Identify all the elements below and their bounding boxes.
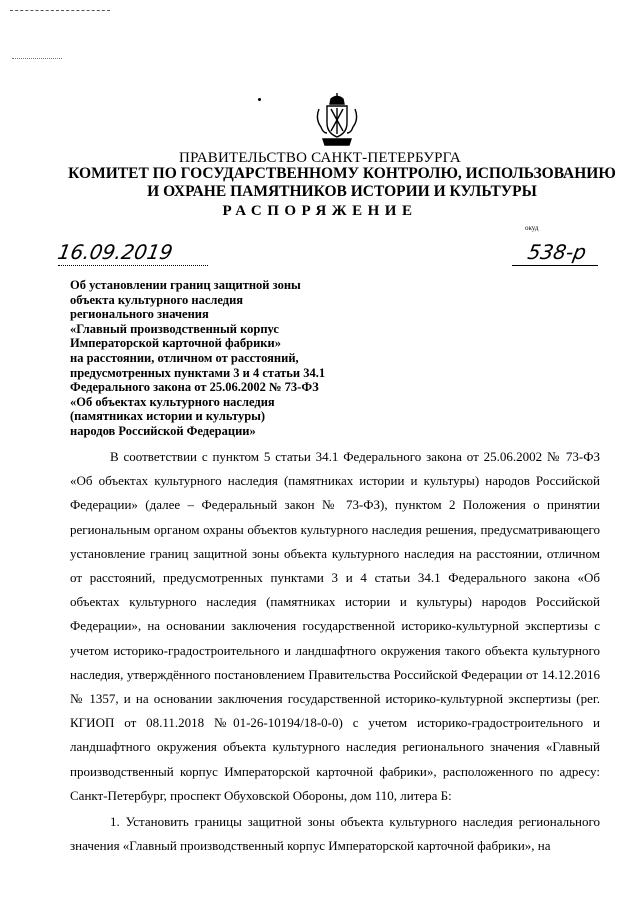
scan-dot [258,98,261,101]
title-line: регионального значения [70,307,209,322]
coat-of-arms-icon [313,93,361,149]
number-underline [512,265,598,266]
clause-1-paragraph: 1. Установить границы защитной зоны объекта культурного наследия регионального значения «Главный производственный корпус Императорской карточной фабрики», на [70,814,600,854]
title-line: народов Российской Федерации» [70,423,256,438]
preamble-paragraph: В соответствии с пунктом 5 статьи 34.1 Федерального закона от 25.06.2002 № 73-ФЗ «Об объектах культурного наследия (памятниках истории и культуры) народов Российской Федерации» (далее – Федеральный закон № 73-ФЗ), пунктом 2 Положения о принятии региональным органом охраны объектов культурного наследия решения, предусматривающего установление границ защитной зоны объекта культурного наследия на расстоянии, отличном от расстояний, предусмотренных пунктами 3 и 4 статьи 34.1 Федерального закона «Об объектах культурного наследия (памятниках истории и культуры) народов Российской Федерации», на основании заключения государственной историко-культурной экспертизы с учетом историко-градостроительного и ландшафтного окружения такого объекта культурного наследия, утверждённого постановлением Правительства Российской Федерации от 14.12.2016 № 1357, и на основании заключения государственной историко-культурной экспертизы (рег. КГИОП от 08.11.2018 №01-26-10194/18-0-0) с учетом историко-градостроительного и ландшафтного окружения объекта культурного наследия регионального значения «Главный производственный корпус Императорской карточной фабрики», расположенного по адресу: Санкт-Петербург, проспект Обуховской Обороны, дом 110, литера Б: [70,449,600,803]
date-underline [58,265,208,266]
scan-artifact-left [12,58,62,60]
title-line: предусмотренных пунктами 3 и 4 статьи 34.1 [70,365,326,380]
committee-name [62,165,622,201]
document-title [70,278,370,439]
title-line: Федерального закона от 25.06.2002 № 73-ФЗ [70,380,319,395]
document-body [70,445,600,858]
title-line: Об установлении границ защитной зоны [70,278,301,292]
handwritten-number: 538-р [525,240,589,264]
government-name: ПРАВИТЕЛЬСТВО САНКТ-ПЕТЕРБУРГА [179,150,461,166]
committee-line-1: КОМИТЕТ ПО ГОСУДАРСТВЕННОМУ КОНТРОЛЮ, ИСПОЛЬЗОВАНИЮ [68,165,616,182]
title-line: объекта культурного наследия [70,292,244,307]
title-line: на расстоянии, отличном от расстояний, [70,350,299,365]
handwritten-date: 16.09.2019 [55,240,175,264]
scan-artifact-top [10,10,110,12]
okud-label: окуд [525,224,539,232]
title-line: Императорской карточной фабрики» [70,336,281,351]
title-line: «Главный производственный корпус [70,321,279,336]
committee-line-2: И ОХРАНЕ ПАМЯТНИКОВ ИСТОРИИ И КУЛЬТУРЫ [147,183,537,200]
document-type: РАСПОРЯЖЕНИЕ [222,203,418,219]
title-line: «Об объектах культурного наследия [70,394,275,409]
title-line: (памятниках истории и культуры) [70,409,266,424]
